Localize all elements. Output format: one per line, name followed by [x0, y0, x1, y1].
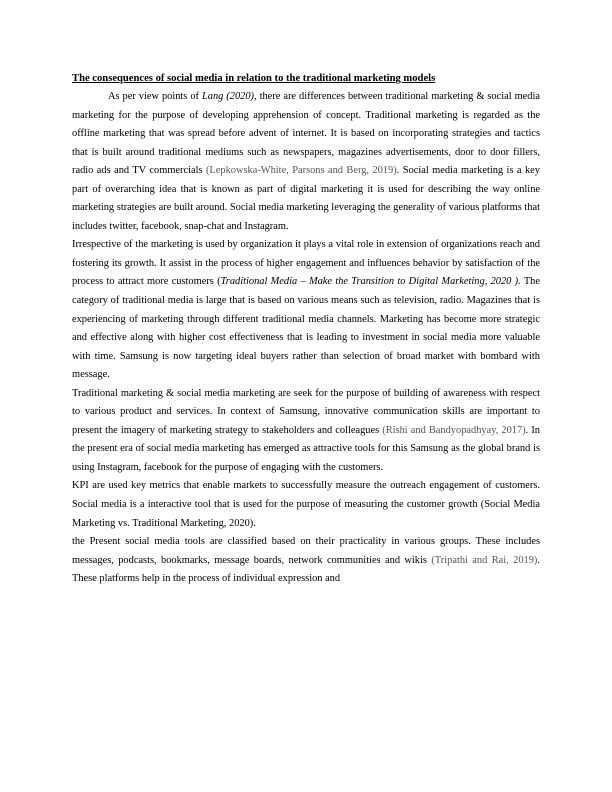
citation-lang-2020: Lang (2020) [201, 91, 255, 102]
paragraph-1-text-3: . Social media marketing is a key part of overarching idea that is known as part of digital marketing it is used for describing the way online marketing strategies are built around. Social media marketing leveraging the generality of various platforms that includes twitter, facebook, snap-chat and Instagram. [72, 165, 540, 232]
paragraph-5-text-2: . These platforms help in the process of individual expression and [72, 554, 540, 585]
paragraph-2-text-2: The category of traditional media is large that is based on various means such as television, radio. Magazines that is experiencing of marketing through different traditional media channels. Marketing has become more strategic and effective along with higher cost effectiveness that is leading to investment in social media more valuable with time. Samsung is now targeting ideal buyers rather than selection of broad market with bombard with message. [72, 276, 540, 381]
paragraph-3 [72, 385, 540, 478]
citation-traditional-media: Traditional Media – Make the Transition to Digital Marketing, 2020 ). [220, 276, 521, 288]
paragraph-1-text-2: , there are differences between traditional marketing & social media marketing for the purpose of developing apprehension of concept. Traditional marketing is regarded as the offline marketing that was spread before advent of internet. It is based on incorporating strategies and tactics that is built around traditional mediums such as newspapers, magazines advertisements, door to door fillers, radio ads and TV commercials [72, 91, 540, 177]
citation-lepkowska-white: (Lepkowska-White, Parsons and Berg, 2019) [205, 165, 397, 177]
paragraph-4 [72, 477, 540, 533]
paragraph-1-text: As per view points of [108, 91, 202, 102]
section-heading: The consequences of social media in relation to the traditional marketing models [72, 73, 436, 84]
paragraph-3-text: Traditional marketing & social media marketing are seek for the purpose of building of awareness with respect to various product and services. In context of Samsung, innovative communication skills are important to present the imagery of marketing strategy to stakeholders and colleagues [72, 387, 540, 436]
paragraph-3-text-2: . In the present era of social media marketing has emerged as attractive tools for this Samsung as the global brand is using Instagram, facebook for the purpose of engaging with the customers. [72, 424, 541, 473]
citation-rishi-bandyopadhyay: (Rishi and Bandyopadhyay, 2017) [382, 424, 526, 436]
citation-tripathi-rai: (Tripathi and Rai, 2019) [431, 554, 538, 566]
paragraph-4-text: KPI are used key metrics that enable markets to successfully measure the outreach engagement of customers. Social media is a interactive tool that is used for the purpose of measuring the customer growth (Social Media Marketing vs. Traditional Marketing, 2020). [72, 480, 540, 529]
paragraph-1 [72, 88, 540, 236]
paragraph-5 [72, 533, 540, 589]
document-page [72, 70, 540, 589]
paragraph-2-text: Irrespective of the marketing is used by organization it plays a vital role in extension of organizations reach and fostering its growth. It assist in the process of higher engagement and influences behavior by satisfaction of the process to attract more customers ( [72, 239, 540, 288]
paragraph-5-text: the Present social media tools are classified based on their practicality in various groups. These includes messages, podcasts, bookmarks, message boards, network communities and wikis [72, 536, 540, 566]
paragraph-2 [72, 236, 540, 384]
